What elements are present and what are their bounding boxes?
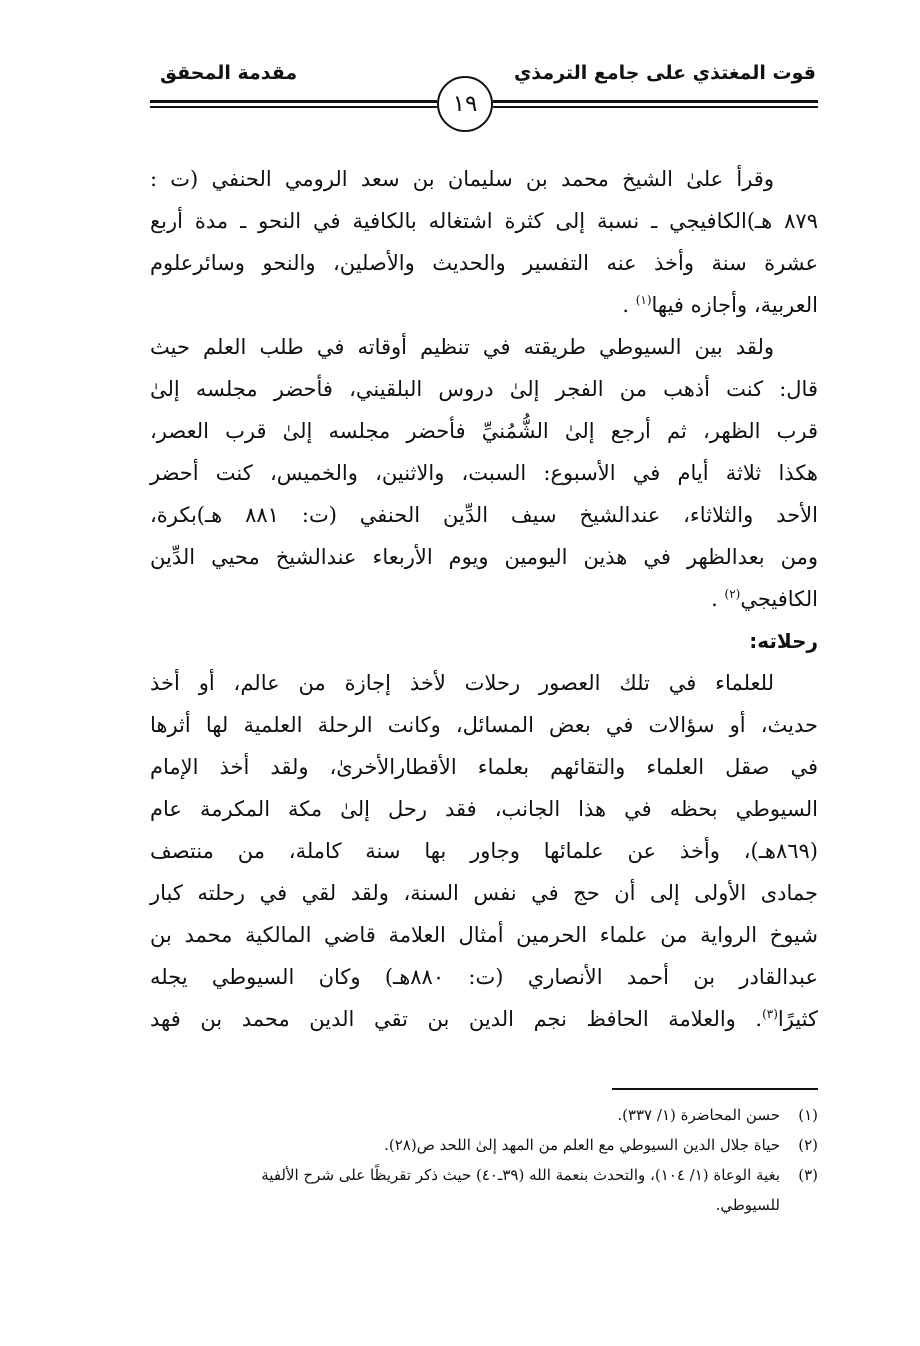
text-line: الأحد والثلاثاء، عندالشيخ سيف الدِّين الحنفي (ت: ٨٨١ هـ)بكرة، — [150, 503, 818, 527]
footnote — [150, 1160, 818, 1190]
running-section-title: مقدمة المحقق — [160, 62, 298, 84]
footnote-text: حياة جلال الدين السيوطي مع العلم من المهد إلىٰ اللحد ص(٢٨). — [384, 1136, 780, 1154]
text-line — [150, 998, 818, 1040]
text-line: ومن بعدالظهر في هذين اليومين ويوم الأربعاء عندالشيخ محيي الدِّين — [150, 545, 818, 569]
text-line: (٨٦٩هـ)، وأخذ عن علمائها وجاور بها سنة كاملة، من منتصف — [150, 839, 818, 863]
footnote-number: (٢) — [798, 1136, 818, 1154]
text-fragment: . والعلامة الحافظ نجم الدين بن تقي الدين محمد بن فهد — [150, 1007, 763, 1031]
text-line: للعلماء في تلك العصور رحلات لأخذ إجازة من عالم، أو أخذ — [150, 671, 774, 695]
footnote — [150, 1130, 818, 1160]
text-fragment: . — [622, 293, 629, 317]
text-line: وقرأ علىٰ الشيخ محمد بن سليمان بن سعد الرومي الحنفي (ت : — [150, 167, 774, 191]
text-fragment: كثيرًا — [777, 1007, 818, 1031]
main-text — [150, 158, 818, 1040]
text-fragment: الكافيجي — [740, 587, 818, 611]
footnote-ref: (١) — [635, 293, 652, 307]
text-line: حديث، أو سؤالات في بعض المسائل، وكانت الرحلة العلمية لها أثرها — [150, 713, 818, 737]
text-line: هكذا ثلاثة أيام في الأسبوع: السبت، والاثنين، والخميس، كنت أحضر — [150, 461, 818, 485]
footnote-separator — [612, 1088, 818, 1090]
text-line — [150, 578, 818, 620]
text-line: قال: كنت أذهب من الفجر إلىٰ دروس البلقيني، فأحضر مجلسه إلىٰ — [150, 377, 818, 401]
text-line: ولقد بين السيوطي طريقته في تنظيم أوقاته في طلب العلم حيث — [150, 335, 774, 359]
text-line — [150, 284, 818, 326]
header-rule-left-top — [150, 100, 437, 103]
footnote-number: (٣) — [798, 1166, 818, 1184]
text-line: السيوطي بحظه في هذا الجانب، فقد رحل إلىٰ مكة المكرمة عام — [150, 797, 818, 821]
text-fragment: العربية، وأجازه فيها — [651, 293, 818, 317]
footnote-ref: (٣) — [762, 1007, 778, 1021]
text-line: جمادى الأولى إلى أن حج في نفس السنة، ولقد لقي في رحلته كبار — [150, 881, 818, 905]
footnote-ref: (٢) — [724, 587, 741, 601]
section-heading: رحلاته: — [749, 629, 818, 653]
text-line: عشرة سنة وأخذ عنه التفسير والحديث والأصلين، والنحو وسائرعلوم — [150, 251, 818, 275]
text-line: في صقل العلماء والتقائهم بعلماء الأقطارالأخرىٰ، ولقد أخذ الإمام — [150, 755, 818, 779]
page-number: ١٩ — [452, 91, 478, 117]
text-line: ٨٧٩ هـ)الكافيجي ـ نسبة إلى كثرة اشتغاله بالكافية في النحو ـ مدة أربع — [150, 209, 818, 233]
text-line: قرب الظهر، ثم أرجع إلىٰ الشُّمُنيِّ فأحضر مجلسه إلىٰ قرب العصر، — [150, 419, 818, 443]
footnote — [150, 1100, 818, 1130]
running-book-title: قوت المغتذي على جامع الترمذي — [513, 62, 816, 84]
page-number-badge — [437, 76, 493, 132]
header-rule-left-bottom — [150, 106, 437, 108]
header-rule-right-bottom — [493, 106, 818, 108]
header-rule-right-top — [493, 100, 818, 103]
footnote-text: بغية الوعاة (١/ ١٠٤)، والتحدث بنعمة الله (٣٩ـ٤٠) حيث ذكر تقريظًا على شرح الألفية — [261, 1166, 780, 1184]
footnote-text: حسن المحاضرة (١/ ٣٣٧). — [617, 1106, 780, 1124]
footnote-continuation: للسيوطي. — [715, 1196, 780, 1214]
text-line: شيوخ الرواية من علماء الحرمين أمثال العلامة قاضي المالكية محمد بن — [150, 923, 818, 947]
footnote-number: (١) — [798, 1106, 818, 1124]
footnotes — [150, 1100, 818, 1220]
text-line: عبدالقادر بن أحمد الأنصاري (ت: ٨٨٠هـ) وكان السيوطي يجله — [150, 965, 818, 989]
text-fragment: . — [711, 587, 718, 611]
